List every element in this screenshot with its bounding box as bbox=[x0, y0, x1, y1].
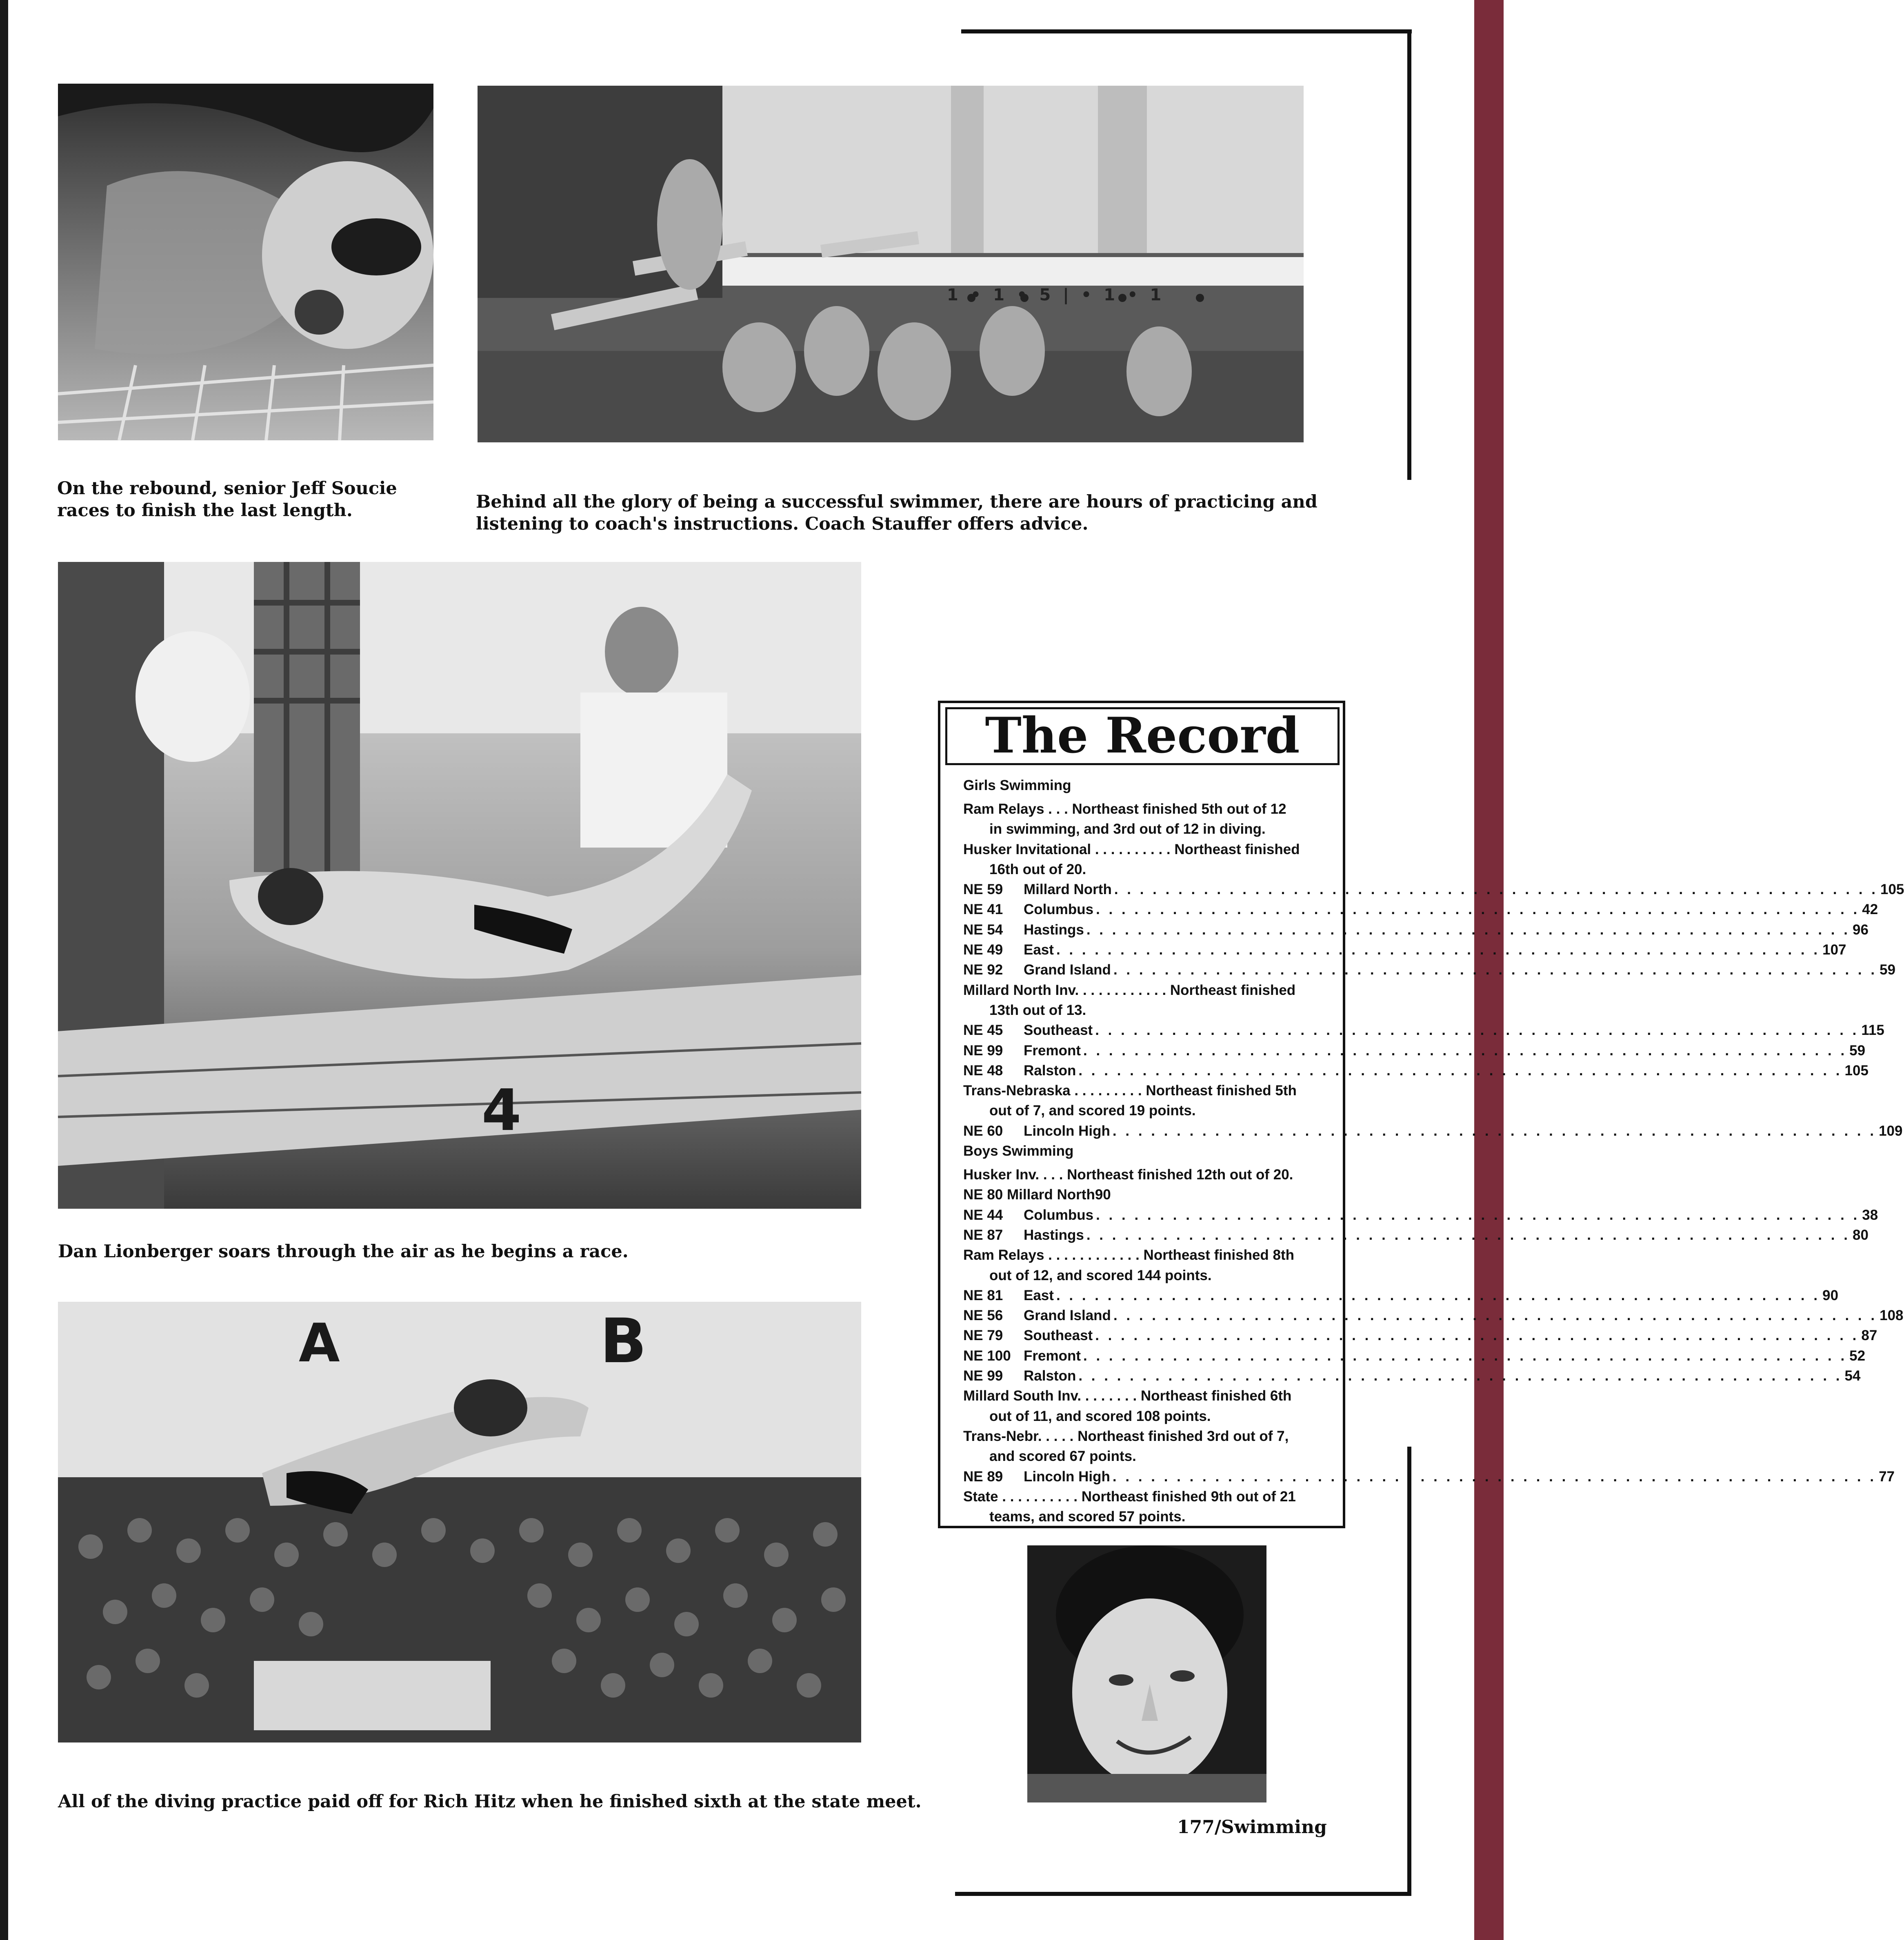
record-line-continued: out of 7, and scored 19 points. bbox=[989, 1103, 1196, 1119]
opponent-name: Fremont bbox=[1024, 1042, 1081, 1059]
record-game-row bbox=[963, 1020, 1884, 1040]
top-right-vertical-rule bbox=[1407, 29, 1411, 480]
record-game-row-content bbox=[963, 1061, 1868, 1081]
dot-leader: . . . . . . . . . . . . . . . . . . . . . . . . . . . . . . . . . . . . . . . . . . . . . . . . . . . . . . . . . . . . bbox=[1113, 1307, 1877, 1324]
opponent-name: Columbus bbox=[1024, 1207, 1094, 1223]
dot-leader: . . . . . . . . . . . . . . . . . . . . . . . . . . . . . . . . . . . . . . . . . . . . . . . . . . . . . . . . . . . . bbox=[1078, 1062, 1842, 1079]
northeast-score: NE 45 bbox=[963, 1022, 1003, 1039]
opponent-score: 105 bbox=[1844, 1062, 1868, 1079]
dot-leader: . . . . . . . . . . . . . . . . . . . . . . . . . . . . . . . . . . . . . . . . . . . . . . . . . . . . . . . . . . . . bbox=[1096, 901, 1860, 918]
record-game-row-content bbox=[963, 1325, 1877, 1345]
opponent-name: Fremont bbox=[1024, 1347, 1081, 1364]
opponent-score: 80 bbox=[1852, 1227, 1868, 1243]
opponent-score: 59 bbox=[1849, 1042, 1866, 1059]
record-game-row bbox=[963, 1467, 1895, 1487]
record-game-row bbox=[963, 1346, 1866, 1366]
record-line-continued: 16th out of 20. bbox=[989, 861, 1086, 877]
record-line-continued: out of 11, and scored 108 points. bbox=[989, 1408, 1211, 1424]
swimmer-photo bbox=[58, 84, 433, 440]
record-game-row bbox=[963, 1121, 1903, 1141]
record-line: Trans-Nebraska . . . . . . . . . Northeast finished 5th bbox=[963, 1083, 1297, 1099]
record-line: Husker Inv. . . . Northeast finished 12th out of 20. bbox=[963, 1167, 1293, 1183]
dot-leader: . . . . . . . . . . . . . . . . . . . . . . . . . . . . . . . . . . . . . . . . . . . . . . . . . . . . . . . . . . . . bbox=[1112, 1123, 1877, 1139]
northeast-score: NE 48 bbox=[963, 1062, 1003, 1079]
opponent-name: Ralston bbox=[1024, 1062, 1076, 1079]
dot-leader: . . . . . . . . . . . . . . . . . . . . . . . . . . . . . . . . . . . . . . . . . . . . . . . . . . . . . . . . . . . . bbox=[1083, 1347, 1847, 1364]
record-game-row bbox=[963, 1205, 1878, 1225]
record-game-row-content bbox=[963, 1366, 1861, 1386]
opponent-score: 105 bbox=[1880, 881, 1904, 898]
banner-letter-b: B bbox=[600, 1306, 647, 1377]
record-game-row bbox=[963, 1325, 1877, 1345]
northeast-score: NE 99 bbox=[963, 1368, 1003, 1384]
opponent-name: Southeast bbox=[1024, 1022, 1093, 1039]
record-game-row bbox=[963, 1225, 1868, 1245]
record-line: Millard North Inv. . . . . . . . . . . . Northeast finished bbox=[963, 982, 1296, 998]
dot-leader: . . . . . . . . . . . . . . . . . . . . . . . . . . . . . . . . . . . . . . . . . . . . . . . . . . . . . . . . . . . . bbox=[1096, 1207, 1860, 1223]
record-line-continued: in swimming, and 3rd out of 12 in diving. bbox=[989, 821, 1266, 837]
northeast-score: NE 60 bbox=[963, 1123, 1003, 1139]
northeast-score: NE 49 bbox=[963, 942, 1003, 958]
opponent-score: 87 bbox=[1861, 1327, 1877, 1344]
opponent-name: Hastings bbox=[1024, 921, 1084, 938]
northeast-score: NE 56 bbox=[963, 1307, 1003, 1324]
opponent-score: 77 bbox=[1879, 1468, 1895, 1485]
bottom-right-vertical-rule bbox=[1407, 1447, 1411, 1896]
northeast-score: NE 100 bbox=[963, 1347, 1011, 1364]
opponent-score: 96 bbox=[1852, 921, 1868, 938]
northeast-score: NE 44 bbox=[963, 1207, 1003, 1223]
record-game-row bbox=[963, 1305, 1904, 1325]
record-title: The Record bbox=[945, 707, 1340, 765]
opponent-name: Ralston bbox=[1024, 1368, 1076, 1384]
record-line-continued: 13th out of 13. bbox=[989, 1002, 1086, 1018]
lane-marker-text: 1 • 1 • 5 | • 1 • 1 bbox=[947, 286, 1165, 304]
swimmer-portrait bbox=[1027, 1545, 1266, 1802]
opponent-score: 90 bbox=[1822, 1287, 1839, 1303]
northeast-score: NE 89 bbox=[963, 1468, 1003, 1485]
opponent-name: Lincoln High bbox=[1024, 1123, 1110, 1139]
record-line-continued: teams, and scored 57 points. bbox=[989, 1509, 1186, 1525]
opponent-name: East bbox=[1024, 942, 1054, 958]
dot-leader: . . . . . . . . . . . . . . . . . . . . . . . . . . . . . . . . . . . . . . . . . . . . . . . . . . . . . . . . . . . . bbox=[1078, 1368, 1842, 1384]
northeast-score: NE 59 bbox=[963, 881, 1003, 898]
diving-crowd-photo bbox=[58, 1302, 861, 1742]
dot-leader: . . . . . . . . . . . . . . . . . . . . . . . . . . . . . . . . . . . . . . . . . . . . . . . . . . . . . . . . . . . . bbox=[1112, 1468, 1877, 1485]
opponent-name: Columbus bbox=[1024, 901, 1094, 918]
record-game-row bbox=[963, 1285, 1839, 1305]
dot-leader: . . . . . . . . . . . . . . . . . . . . . . . . . . . . . . . . . . . . . . . . . . . . . . . . . . . . . . . . . . . . bbox=[1086, 1227, 1850, 1243]
banner-letter-a: A bbox=[299, 1312, 340, 1374]
opponent-score: 115 bbox=[1861, 1022, 1884, 1039]
northeast-score: NE 41 bbox=[963, 901, 1003, 918]
record-game-row bbox=[963, 879, 1904, 899]
opponent-score: 38 bbox=[1862, 1207, 1878, 1223]
record-section-heading: Boys Swimming bbox=[963, 1143, 1074, 1159]
bottom-rule bbox=[955, 1892, 1411, 1896]
opponent-name: Millard North bbox=[1024, 881, 1112, 898]
caption-dan-lionberger: Dan Lionberger soars through the air as he begins a race. bbox=[58, 1241, 629, 1262]
northeast-score: NE 81 bbox=[963, 1287, 1003, 1303]
record-line: Ram Relays . . . . . . . . . . . . Northeast finished 8th bbox=[963, 1247, 1295, 1263]
opponent-score: 54 bbox=[1844, 1368, 1861, 1384]
opponent-name: Lincoln High bbox=[1024, 1468, 1110, 1485]
record-line-continued: and scored 67 points. bbox=[989, 1448, 1136, 1465]
record-game-row-content bbox=[963, 1467, 1895, 1487]
caption-jeff-soucie: On the rebound, senior Jeff Soucie races to finish the last length. bbox=[57, 478, 397, 521]
record-game-row-content bbox=[963, 1041, 1866, 1061]
opponent-name: Grand Island bbox=[1024, 962, 1111, 978]
record-game-row-content bbox=[963, 1225, 1868, 1245]
record-game-row-content bbox=[963, 1285, 1839, 1305]
record-game-row-content bbox=[963, 879, 1904, 899]
record-game-row-content bbox=[963, 899, 1878, 919]
northeast-score: NE 92 bbox=[963, 962, 1003, 978]
record-game-row-content bbox=[963, 960, 1896, 980]
northeast-score: NE 99 bbox=[963, 1042, 1003, 1059]
record-line: Ram Relays . . . Northeast finished 5th out of 12 bbox=[963, 801, 1286, 817]
opponent-score: 108 bbox=[1880, 1307, 1904, 1324]
record-game-row bbox=[963, 960, 1896, 980]
opponent-score: 59 bbox=[1880, 962, 1896, 978]
dot-leader: . . . . . . . . . . . . . . . . . . . . . . . . . . . . . . . . . . . . . . . . . . . . . . . . . . . . . . . . . . . . bbox=[1095, 1327, 1859, 1344]
record-game-row bbox=[963, 1061, 1868, 1081]
record-game-row-content bbox=[963, 920, 1868, 940]
northeast-score: NE 87 bbox=[963, 1227, 1003, 1243]
dot-leader: . . . . . . . . . . . . . . . . . . . . . . . . . . . . . . . . . . . . . . . . . . . . . . . . . . . . . . . . . . . . bbox=[1086, 921, 1850, 938]
record-game-row bbox=[963, 1366, 1861, 1386]
opponent-name: Southeast bbox=[1024, 1327, 1093, 1344]
lane-number: 4 bbox=[482, 1077, 522, 1144]
record-game-row bbox=[963, 1041, 1866, 1061]
record-game-row bbox=[963, 899, 1878, 919]
record-line: Millard South Inv. . . . . . . . Northeast finished 6th bbox=[963, 1388, 1292, 1404]
record-game-row-content bbox=[963, 940, 1846, 960]
record-game-row-content bbox=[963, 1346, 1866, 1366]
record-line: NE 80 Millard North90 bbox=[963, 1187, 1111, 1203]
dot-leader: . . . . . . . . . . . . . . . . . . . . . . . . . . . . . . . . . . . . . . . . . . . . . . . . . . . . . . . . . . . . bbox=[1083, 1042, 1847, 1059]
record-game-row bbox=[963, 920, 1868, 940]
opponent-score: 107 bbox=[1822, 942, 1846, 958]
dot-leader: . . . . . . . . . . . . . . . . . . . . . . . . . . . . . . . . . . . . . . . . . . . . . . . . . . . . . . . . . . . . bbox=[1113, 962, 1877, 978]
northeast-score: NE 54 bbox=[963, 921, 1003, 938]
top-rule bbox=[961, 29, 1412, 33]
record-line-continued: out of 12, and scored 144 points. bbox=[989, 1267, 1212, 1283]
page-number: 177/Swimming bbox=[1177, 1817, 1327, 1838]
dive-start-photo bbox=[58, 562, 861, 1209]
record-line: State . . . . . . . . . . Northeast finished 9th out of 21 bbox=[963, 1488, 1296, 1505]
record-game-row-content bbox=[963, 1020, 1884, 1040]
record-game-row-content bbox=[963, 1205, 1878, 1225]
opponent-score: 42 bbox=[1862, 901, 1878, 918]
practice-photo bbox=[478, 86, 1304, 442]
opponent-score: 52 bbox=[1849, 1347, 1866, 1364]
record-list bbox=[963, 775, 1904, 1527]
opponent-name: Grand Island bbox=[1024, 1307, 1111, 1324]
dot-leader: . . . . . . . . . . . . . . . . . . . . . . . . . . . . . . . . . . . . . . . . . . . . . . . . . . . . . . . . . . . . bbox=[1056, 942, 1820, 958]
northeast-score: NE 79 bbox=[963, 1327, 1003, 1344]
caption-rich-hitz: All of the diving practice paid off for Rich Hitz when he finished sixth at the state meet. bbox=[58, 1791, 922, 1812]
record-line: Husker Invitational . . . . . . . . . . Northeast finished bbox=[963, 841, 1300, 857]
record-section-heading: Girls Swimming bbox=[963, 777, 1071, 793]
opponent-score: 109 bbox=[1879, 1123, 1903, 1139]
record-game-row-content bbox=[963, 1305, 1904, 1325]
caption-coach-stauffer: Behind all the glory of being a successful swimmer, there are hours of practicing and listening to coach's instructions. Coach Stauffer offers advice. bbox=[476, 492, 1317, 534]
opponent-name: East bbox=[1024, 1287, 1054, 1303]
dot-leader: . . . . . . . . . . . . . . . . . . . . . . . . . . . . . . . . . . . . . . . . . . . . . . . . . . . . . . . . . . . . bbox=[1114, 881, 1878, 898]
dot-leader: . . . . . . . . . . . . . . . . . . . . . . . . . . . . . . . . . . . . . . . . . . . . . . . . . . . . . . . . . . . . bbox=[1056, 1287, 1820, 1303]
opponent-name: Hastings bbox=[1024, 1227, 1084, 1243]
record-game-row-content bbox=[963, 1121, 1903, 1141]
record-line: Trans-Nebr. . . . . Northeast finished 3rd out of 7, bbox=[963, 1428, 1289, 1444]
adjacent-page-edge bbox=[0, 0, 8, 1940]
dot-leader: . . . . . . . . . . . . . . . . . . . . . . . . . . . . . . . . . . . . . . . . . . . . . . . . . . . . . . . . . . . . bbox=[1095, 1022, 1859, 1039]
record-game-row bbox=[963, 940, 1846, 960]
